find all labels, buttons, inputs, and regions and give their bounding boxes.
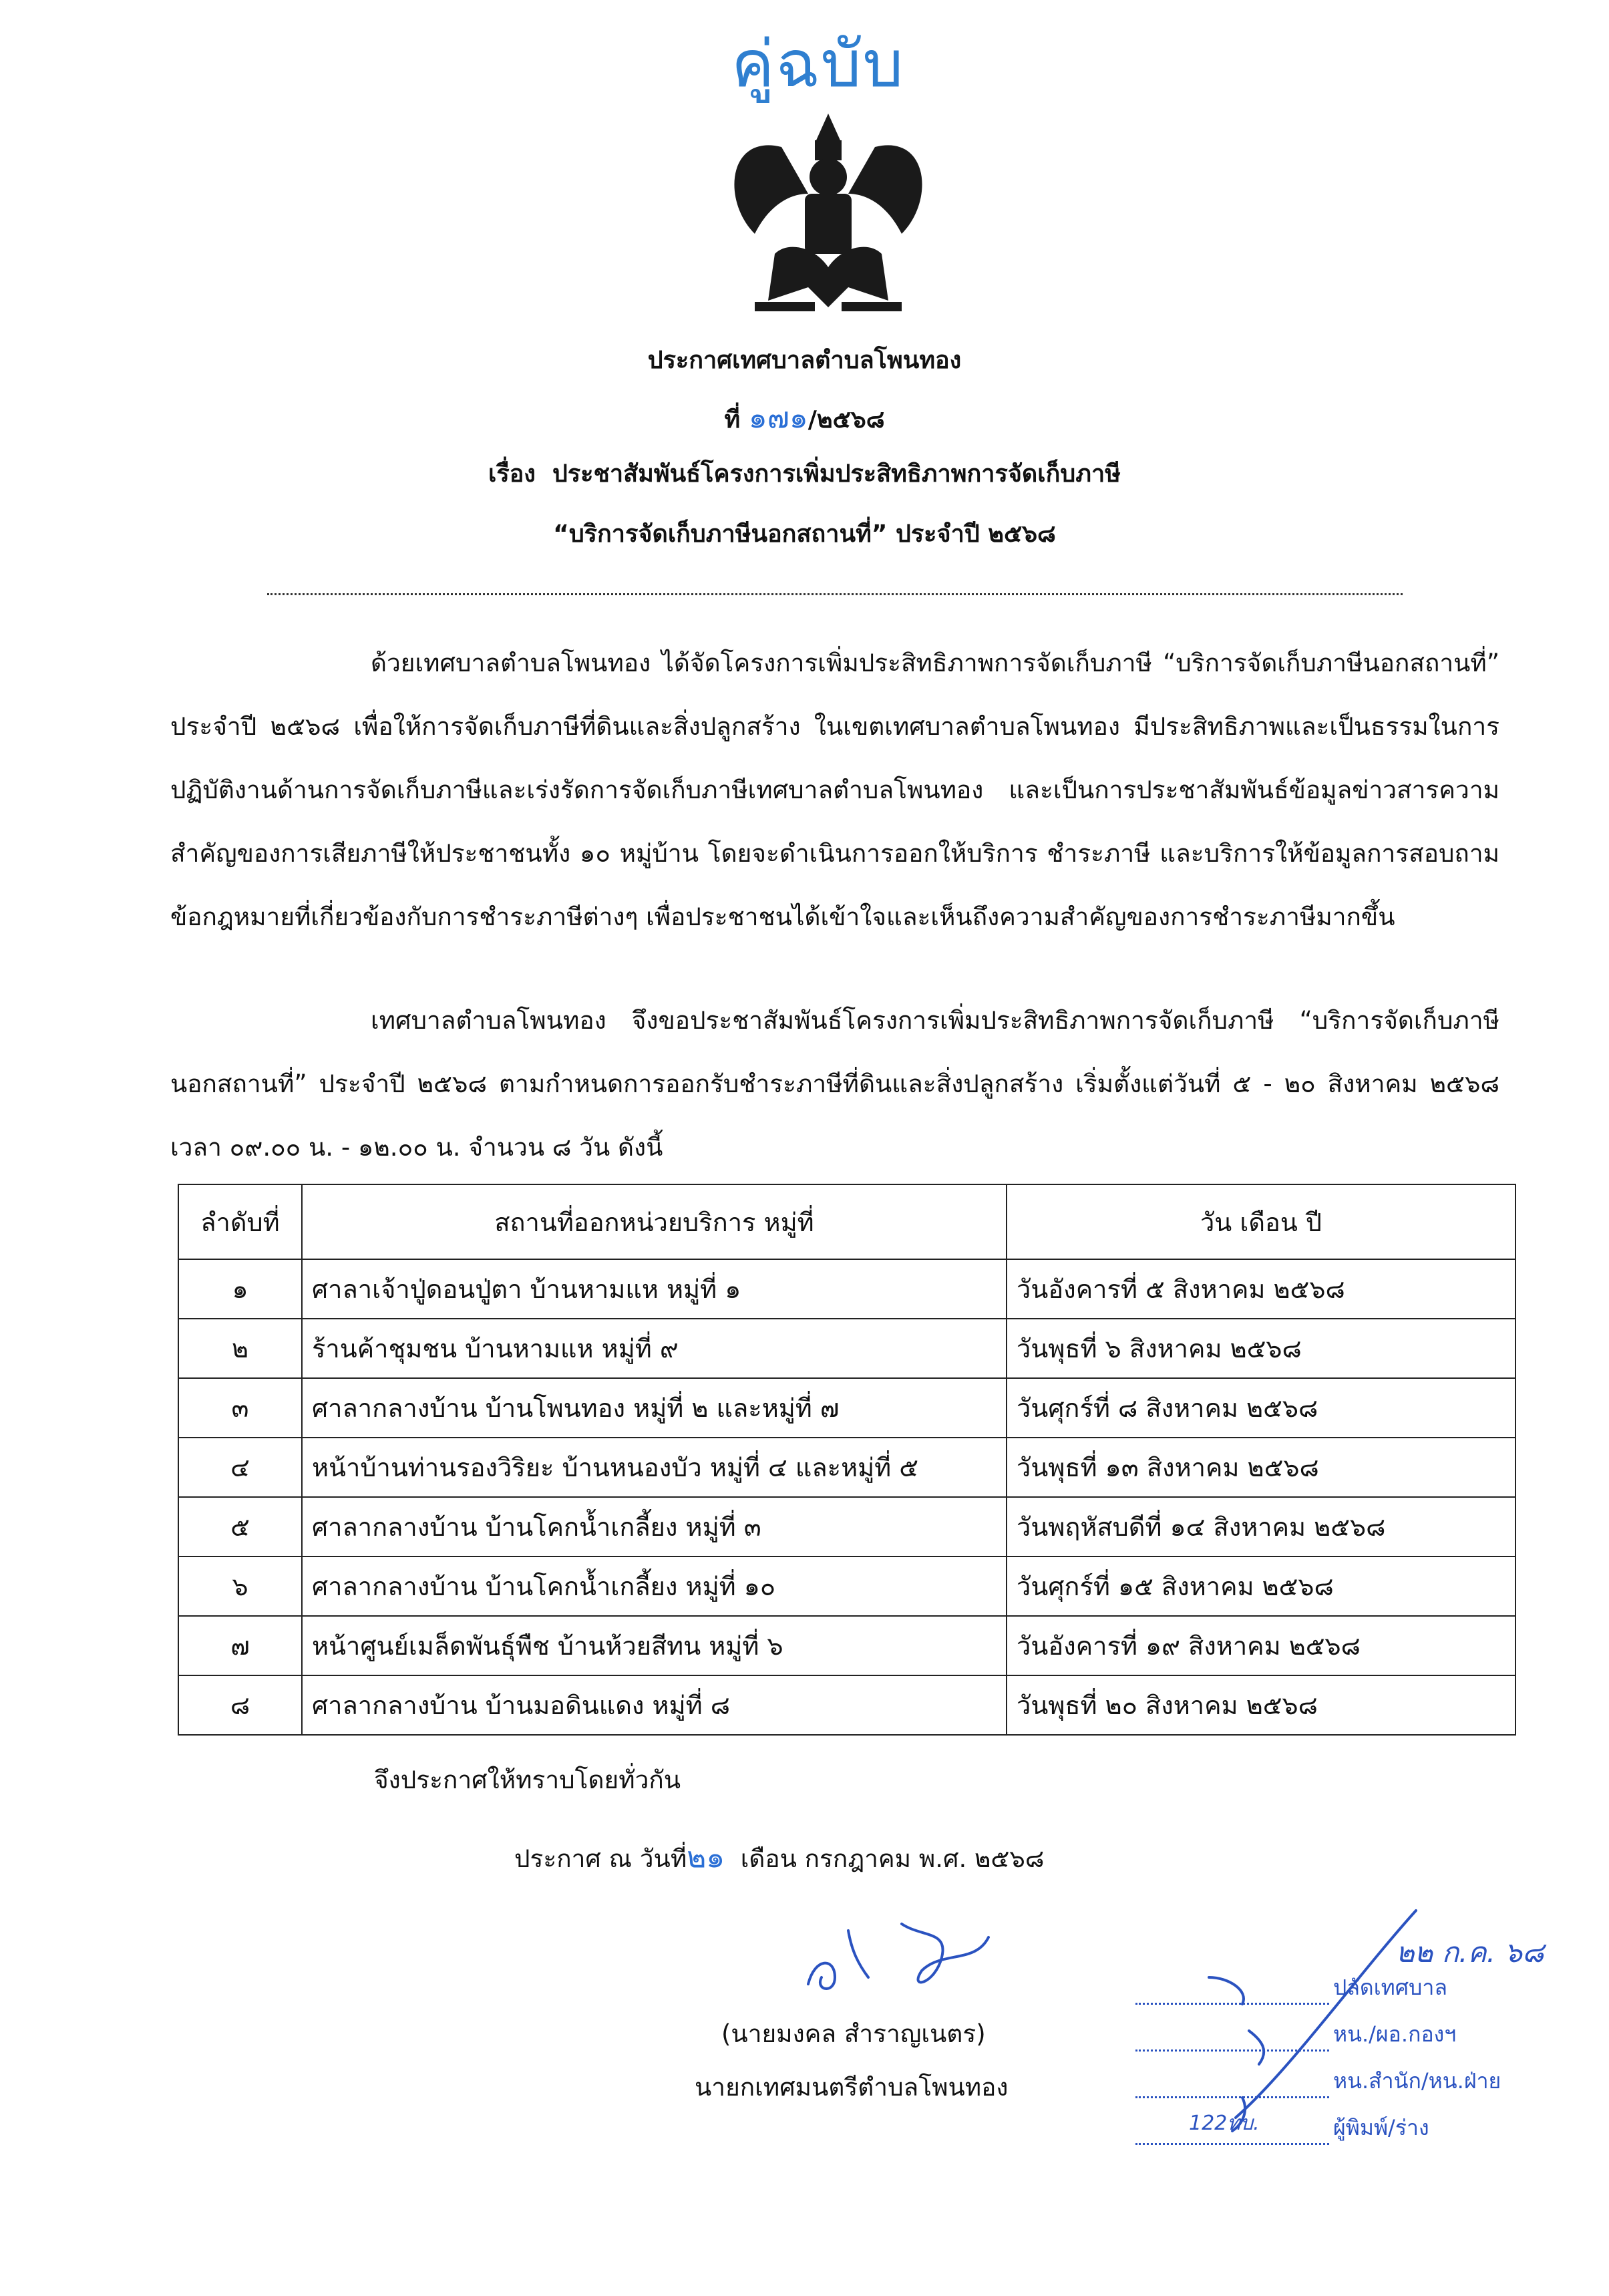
date-prefix: ประกาศ ณ วันที่ (514, 1844, 687, 1873)
table-header-row (178, 1184, 1515, 1259)
signer-name: (นายมงคล สำราญเนตร) (721, 2019, 986, 2048)
table-row (178, 1259, 1515, 1319)
routing-date-handwritten: ๒๒ ก.ค. ๖๘ (1396, 1936, 1544, 1969)
announcement-number (0, 394, 1609, 441)
body-paragraph-1 (170, 631, 1499, 949)
subject-line-2: “บริการจัดเก็บภาษีนอกสถานที่” ประจำปี ๒๕๖๘ (553, 520, 1056, 548)
closing-statement: จึงประกาศให้ทราบโดยทั่วกัน (374, 1766, 681, 1794)
header-date: วัน เดือน ปี (1007, 1184, 1515, 1259)
row-no: ๖ (178, 1556, 302, 1616)
date-day-handwritten: ๒๑ (687, 1840, 725, 1874)
row-place: ร้านค้าชุมชน บ้านหามแห หมู่ที่ ๙ (302, 1319, 1007, 1378)
body-paragraph-2 (170, 989, 1499, 1179)
row-date: วันศุกร์ที่ ๑๕ สิงหาคม ๒๕๖๘ (1007, 1556, 1515, 1616)
row-date: วันพฤหัสบดีที่ ๑๔ สิงหาคม ๒๕๖๘ (1007, 1497, 1515, 1556)
divider (267, 593, 1403, 595)
row-place: หน้าศูนย์เมล็ดพันธุ์พืช บ้านห้วยสีทน หมู่ที่ ๖ (302, 1616, 1007, 1675)
row-place: ศาลากลางบ้าน บ้านโคกน้ำเกลี้ยง หมู่ที่ ๓ (302, 1497, 1007, 1556)
date-suffix: เดือน กรกฎาคม พ.ศ. ๒๕๖๘ (740, 1844, 1045, 1873)
routing-label: ผู้พิมพ์/ร่าง (1333, 2115, 1429, 2140)
row-date: วันพุธที่ ๖ สิงหาคม ๒๕๖๘ (1007, 1319, 1515, 1378)
typist-initial-handwritten: 122ทบ. (1189, 2112, 1260, 2135)
copy-stamp: คู่ฉบับ (731, 27, 905, 102)
routing-row (1135, 1971, 1603, 2017)
paragraph-2-text: เทศบาลตำบลโพนทอง จึงขอประชาสัมพันธ์โครงการเพิ่มประสิทธิภาพการจัดเก็บภาษี “บริการจัดเก็บภาษีนอกสถานที่” ประจำปี ๒๕๖๘ ตามกำหนดการออกรับชำระภาษีที่ดินและสิ่งปลูกสร้าง เริ่มตั้งแต่วันที่ ๕ - ๒๐ สิงหาคม ๒๕๖๘ เวลา ๐๙.๐๐ น. - ๑๒.๐๐ น. จำนวน ๘ วัน ดังนี้ (170, 1006, 1499, 1162)
row-place: ศาลากลางบ้าน บ้านมอดินแดง หมู่ที่ ๘ (302, 1675, 1007, 1735)
number-prefix: ที่ (724, 406, 741, 434)
routing-label: หน.สำนัก/หน.ฝ่าย (1333, 2068, 1501, 2094)
table-row (178, 1497, 1515, 1556)
row-no: ๗ (178, 1616, 302, 1675)
announcement-date (514, 1834, 1044, 1880)
subject-line-1 (0, 454, 1609, 492)
row-date: วันพุธที่ ๑๓ สิงหาคม ๒๕๖๘ (1007, 1438, 1515, 1497)
row-no: ๘ (178, 1675, 302, 1735)
row-place: ศาลากลางบ้าน บ้านโคกน้ำเกลี้ยง หมู่ที่ ๑๐ (302, 1556, 1007, 1616)
table-row (178, 1319, 1515, 1378)
table-row (178, 1675, 1515, 1735)
garuda-emblem-icon (715, 107, 942, 334)
table-row (178, 1438, 1515, 1497)
table-row (178, 1556, 1515, 1616)
row-place: ศาลาเจ้าปู่ดอนปู่ตา บ้านหามแห หมู่ที่ ๑ (302, 1259, 1007, 1319)
header-no: ลำดับที่ (178, 1184, 302, 1259)
page-title: ประกาศเทศบาลตำบลโพนทอง (647, 347, 962, 374)
row-place: ศาลากลางบ้าน บ้านโพนทอง หมู่ที่ ๒ และหมู่ที่ ๗ (302, 1378, 1007, 1438)
row-date: วันพุธที่ ๒๐ สิงหาคม ๒๕๖๘ (1007, 1675, 1515, 1735)
row-no: ๒ (178, 1319, 302, 1378)
number-suffix: /๒๕๖๘ (808, 406, 885, 434)
routing-label: ปลัดเทศบาล (1333, 1975, 1447, 2000)
number-handwritten: ๑๗๑ (748, 401, 808, 435)
row-date: วันศุกร์ที่ ๘ สิงหาคม ๒๕๖๘ (1007, 1378, 1515, 1438)
paragraph-1-text: ด้วยเทศบาลตำบลโพนทอง ได้จัดโครงการเพิ่มประสิทธิภาพการจัดเก็บภาษี “บริการจัดเก็บภาษีนอกสถานที่” ประจำปี ๒๕๖๘ เพื่อให้การจัดเก็บภาษีที่ดินและสิ่งปลูกสร้าง ในเขตเทศบาลตำบลโพนทอง มีประสิทธิภาพและเป็นธรรมในการปฏิบัติงานด้านการจัดเก็บภาษีและเร่งรัดการจัดเก็บภาษีเทศบาลตำบลโพนทอง และเป็นการประชาสัมพันธ์ข้อมูลข่าวสารความสำคัญของการเสียภาษีให้ประชาชนทั้ง ๑๐ หมู่บ้าน โดยจะดำเนินการออกให้บริการ ชำระภาษี และบริการให้ข้อมูลการสอบถามข้อกฎหมายที่เกี่ยวข้องกับการชำระภาษีต่างๆ เพื่อประชาชนได้เข้าใจและเห็นถึงความสำคัญของการชำระภาษีมากขึ้น (170, 649, 1499, 931)
routing-row (1135, 2064, 1603, 2111)
signature-icon (788, 1911, 1029, 2011)
row-no: ๓ (178, 1378, 302, 1438)
subject-text: ประชาสัมพันธ์โครงการเพิ่มประสิทธิภาพการจัดเก็บภาษี (552, 460, 1121, 488)
row-date: วันอังคารที่ ๑๙ สิงหาคม ๒๕๖๘ (1007, 1616, 1515, 1675)
row-date: วันอังคารที่ ๕ สิงหาคม ๒๕๖๘ (1007, 1259, 1515, 1319)
schedule-table (178, 1184, 1516, 1736)
row-no: ๔ (178, 1438, 302, 1497)
table-row (178, 1616, 1515, 1675)
row-no: ๕ (178, 1497, 302, 1556)
row-place: หน้าบ้านท่านรองวิริยะ บ้านหนองบัว หมู่ที่ ๔ และหมู่ที่ ๕ (302, 1438, 1007, 1497)
header-place: สถานที่ออกหน่วยบริการ หมู่ที่ (302, 1184, 1007, 1259)
signer-title: นายกเทศมนตรีตำบลโพนทอง (695, 2073, 1009, 2102)
row-no: ๑ (178, 1259, 302, 1319)
subject-prefix: เรื่อง (488, 460, 536, 488)
table-row (178, 1378, 1515, 1438)
routing-row (1135, 2017, 1603, 2064)
routing-label: หน./ผอ.กองฯ (1333, 2021, 1457, 2047)
